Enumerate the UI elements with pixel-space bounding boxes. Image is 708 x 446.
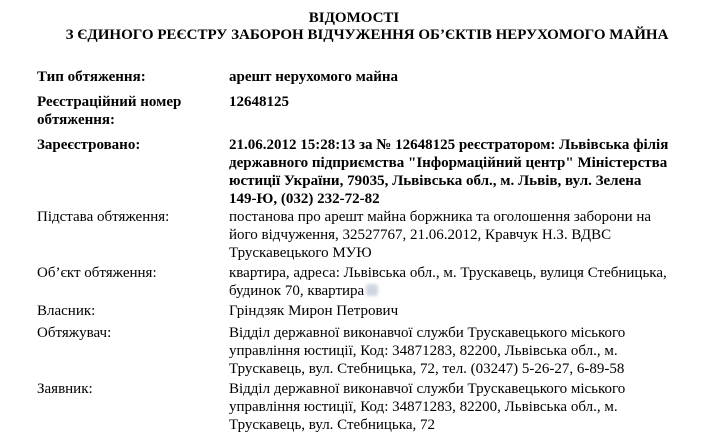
value-line: 21.06.2012 15:28:13 за № 12648125 реєстратором: Львівська філія [229, 137, 669, 153]
value-line: юстиції України, 79035, Львівська обл., м. Львів, вул. Зелена [229, 173, 642, 189]
field-value [229, 324, 701, 378]
field-value [229, 264, 701, 300]
redacted-apartment-number [366, 284, 378, 296]
value-line: державного підприємства "Інформаційний центр" Міністерства [229, 155, 668, 171]
value-line: управління юстиції, Код: 34871283, 82200, Львівська обл., м. [229, 399, 618, 415]
field-label: Об’єкт обтяження: [37, 265, 157, 281]
field-value [229, 380, 701, 434]
field-value [229, 208, 701, 262]
value-line: Трускавець, вул. Стебницька, 72, тел. (03247) 5-26-27, 6-89-58 [229, 361, 625, 377]
field-label: Тип обтяження: [37, 69, 146, 85]
value-line: управління юстиції, Код: 34871283, 82200, Львівська обл., м. [229, 343, 618, 359]
title-line-1: ВІДОМОСТІ [308, 10, 400, 26]
value-line: Відділ державної виконавчої служби Трускавецького міського [229, 381, 626, 397]
field-label: Підстава обтяження: [37, 209, 170, 225]
field-label [37, 93, 217, 129]
document-title [0, 10, 708, 44]
field-value: арешт нерухомого майна [229, 69, 398, 85]
field-value: Гріндзяк Мирон Петрович [229, 303, 399, 319]
field-label-line: Реєстраційний номер [37, 94, 182, 110]
value-line: квартира, адреса: Львівська обл., м. Трускавець, вулиця Стебницька, [229, 265, 667, 281]
field-label: Власник: [37, 303, 96, 319]
value-line [229, 282, 701, 300]
field-value: 12648125 [229, 94, 289, 110]
value-line: 149-Ю, (032) 232-72-82 [229, 191, 380, 207]
field-label: Заявник: [37, 381, 93, 397]
field-label: Обтяжувач: [37, 325, 112, 341]
value-line: його відчуження, 32527767, 21.06.2012, Кравчук Н.З. ВДВС [229, 227, 612, 243]
field-label-line: обтяження: [37, 112, 116, 128]
value-line: Відділ державної виконавчої служби Трускавецького міського [229, 325, 626, 341]
field-value [229, 136, 701, 208]
title-line-2: З ЄДИНОГО РЕЄСТРУ ЗАБОРОН ВІДЧУЖЕННЯ ОБ’ЄКТІВ НЕРУХОМОГО МАЙНА [65, 27, 669, 43]
value-line: Трускавецького МУЮ [229, 245, 372, 261]
value-line: Трускавець, вул. Стебницька, 72 [229, 417, 435, 433]
value-line: постанова про арешт майна боржника та оголошення заборони на [229, 209, 652, 225]
field-label: Зареєстровано: [37, 137, 141, 153]
value-text: будинок 70, квартира [229, 283, 365, 299]
